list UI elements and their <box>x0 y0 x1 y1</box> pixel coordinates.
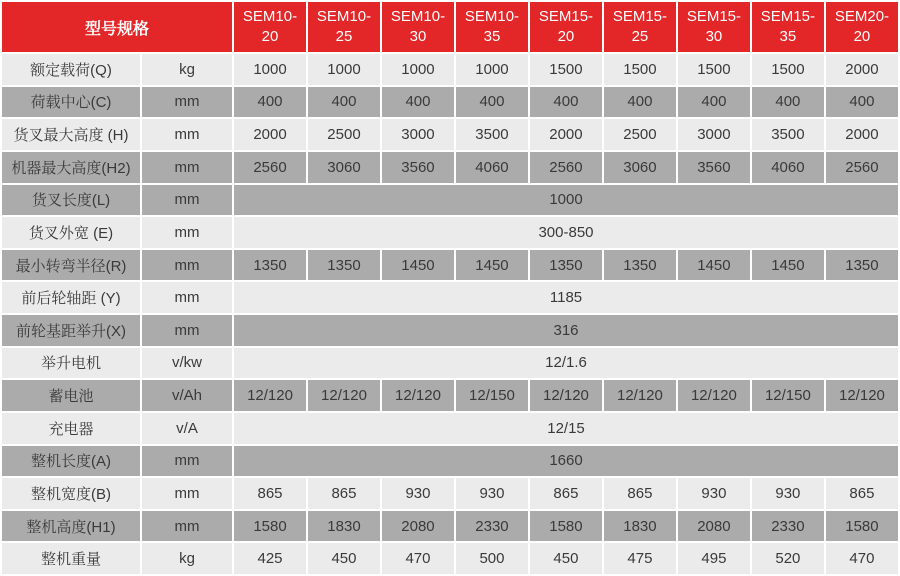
table-row <box>1 281 899 314</box>
merged-value-cell: 1000 <box>233 184 899 217</box>
value-cell: 2080 <box>381 510 455 543</box>
value-cell: 2000 <box>825 53 899 86</box>
unit-cell: v/A <box>141 412 233 445</box>
table-row <box>1 53 899 86</box>
row-label-cell: 整机宽度(B) <box>1 477 141 510</box>
value-cell: 470 <box>825 542 899 575</box>
row-label-cell: 荷载中心(C) <box>1 86 141 119</box>
merged-value-cell: 316 <box>233 314 899 347</box>
value-cell: 1830 <box>307 510 381 543</box>
value-cell: 400 <box>825 86 899 119</box>
value-cell: 1450 <box>751 249 825 282</box>
value-cell: 470 <box>381 542 455 575</box>
row-label-cell: 机器最大高度(H2) <box>1 151 141 184</box>
model-header-cell: SEM10-20 <box>233 1 307 53</box>
value-cell: 1500 <box>677 53 751 86</box>
merged-value-cell: 300-850 <box>233 216 899 249</box>
header-row <box>1 1 899 53</box>
value-cell: 1580 <box>233 510 307 543</box>
value-cell: 2560 <box>233 151 307 184</box>
value-cell: 1350 <box>233 249 307 282</box>
table-row <box>1 118 899 151</box>
model-header-cell: SEM10-35 <box>455 1 529 53</box>
value-cell: 865 <box>233 477 307 510</box>
value-cell: 3500 <box>751 118 825 151</box>
table-row <box>1 151 899 184</box>
value-cell: 1000 <box>233 53 307 86</box>
row-label-cell: 前轮基距举升(X) <box>1 314 141 347</box>
value-cell: 865 <box>529 477 603 510</box>
row-label-cell: 整机长度(A) <box>1 445 141 478</box>
unit-cell: mm <box>141 151 233 184</box>
value-cell: 930 <box>381 477 455 510</box>
spec-table-head <box>1 1 899 53</box>
table-row <box>1 86 899 119</box>
unit-cell: mm <box>141 249 233 282</box>
value-cell: 2500 <box>603 118 677 151</box>
merged-value-cell: 1185 <box>233 281 899 314</box>
value-cell: 865 <box>825 477 899 510</box>
value-cell: 12/120 <box>603 379 677 412</box>
value-cell: 3560 <box>677 151 751 184</box>
value-cell: 12/120 <box>825 379 899 412</box>
unit-cell: mm <box>141 118 233 151</box>
unit-cell: mm <box>141 86 233 119</box>
value-cell: 500 <box>455 542 529 575</box>
value-cell: 2330 <box>751 510 825 543</box>
value-cell: 1500 <box>751 53 825 86</box>
row-label-cell: 蓄电池 <box>1 379 141 412</box>
table-row <box>1 347 899 380</box>
value-cell: 1000 <box>381 53 455 86</box>
value-cell: 1450 <box>455 249 529 282</box>
table-row <box>1 477 899 510</box>
value-cell: 12/150 <box>455 379 529 412</box>
value-cell: 1000 <box>455 53 529 86</box>
unit-cell: kg <box>141 542 233 575</box>
value-cell: 12/120 <box>233 379 307 412</box>
value-cell: 400 <box>455 86 529 119</box>
model-header-cell: SEM10-30 <box>381 1 455 53</box>
value-cell: 2560 <box>825 151 899 184</box>
unit-cell: mm <box>141 216 233 249</box>
value-cell: 450 <box>307 542 381 575</box>
row-label-cell: 举升电机 <box>1 347 141 380</box>
value-cell: 1350 <box>529 249 603 282</box>
value-cell: 400 <box>603 86 677 119</box>
table-row <box>1 216 899 249</box>
value-cell: 930 <box>677 477 751 510</box>
value-cell: 400 <box>233 86 307 119</box>
model-header-cell: SEM10-25 <box>307 1 381 53</box>
value-cell: 1000 <box>307 53 381 86</box>
table-row <box>1 542 899 575</box>
model-header-cell: SEM20-20 <box>825 1 899 53</box>
unit-cell: mm <box>141 314 233 347</box>
value-cell: 400 <box>677 86 751 119</box>
value-cell: 400 <box>381 86 455 119</box>
value-cell: 495 <box>677 542 751 575</box>
value-cell: 2000 <box>233 118 307 151</box>
row-label-cell: 整机高度(H1) <box>1 510 141 543</box>
value-cell: 12/120 <box>381 379 455 412</box>
row-label-cell: 货叉外宽 (E) <box>1 216 141 249</box>
value-cell: 3000 <box>677 118 751 151</box>
value-cell: 400 <box>751 86 825 119</box>
value-cell: 865 <box>603 477 677 510</box>
value-cell: 4060 <box>751 151 825 184</box>
unit-cell: v/kw <box>141 347 233 380</box>
value-cell: 3060 <box>307 151 381 184</box>
value-cell: 12/120 <box>677 379 751 412</box>
value-cell: 425 <box>233 542 307 575</box>
unit-cell: kg <box>141 53 233 86</box>
spec-table-body <box>1 53 899 575</box>
unit-cell: mm <box>141 445 233 478</box>
value-cell: 3500 <box>455 118 529 151</box>
merged-value-cell: 12/1.6 <box>233 347 899 380</box>
value-cell: 2000 <box>529 118 603 151</box>
row-label-cell: 货叉长度(L) <box>1 184 141 217</box>
table-row <box>1 412 899 445</box>
value-cell: 450 <box>529 542 603 575</box>
value-cell: 1450 <box>677 249 751 282</box>
unit-cell: mm <box>141 184 233 217</box>
unit-cell: v/Ah <box>141 379 233 412</box>
value-cell: 4060 <box>455 151 529 184</box>
value-cell: 2560 <box>529 151 603 184</box>
row-label-cell: 充电器 <box>1 412 141 445</box>
model-header-cell: SEM15-35 <box>751 1 825 53</box>
value-cell: 520 <box>751 542 825 575</box>
model-header-cell: SEM15-25 <box>603 1 677 53</box>
value-cell: 1500 <box>603 53 677 86</box>
value-cell: 1350 <box>307 249 381 282</box>
value-cell: 865 <box>307 477 381 510</box>
row-label-cell: 前后轮轴距 (Y) <box>1 281 141 314</box>
value-cell: 475 <box>603 542 677 575</box>
value-cell: 12/150 <box>751 379 825 412</box>
value-cell: 400 <box>529 86 603 119</box>
merged-value-cell: 12/15 <box>233 412 899 445</box>
row-label-cell: 货叉最大高度 (H) <box>1 118 141 151</box>
value-cell: 3060 <box>603 151 677 184</box>
value-cell: 1350 <box>603 249 677 282</box>
value-cell: 1830 <box>603 510 677 543</box>
value-cell: 1450 <box>381 249 455 282</box>
value-cell: 1500 <box>529 53 603 86</box>
value-cell: 2500 <box>307 118 381 151</box>
value-cell: 930 <box>455 477 529 510</box>
table-row <box>1 184 899 217</box>
merged-value-cell: 1660 <box>233 445 899 478</box>
value-cell: 3000 <box>381 118 455 151</box>
value-cell: 1580 <box>825 510 899 543</box>
value-cell: 3560 <box>381 151 455 184</box>
value-cell: 2000 <box>825 118 899 151</box>
value-cell: 930 <box>751 477 825 510</box>
value-cell: 2330 <box>455 510 529 543</box>
table-row <box>1 379 899 412</box>
value-cell: 1350 <box>825 249 899 282</box>
value-cell: 2080 <box>677 510 751 543</box>
row-label-cell: 最小转弯半径(R) <box>1 249 141 282</box>
value-cell: 1580 <box>529 510 603 543</box>
unit-cell: mm <box>141 510 233 543</box>
spec-header-cell: 型号规格 <box>1 1 233 53</box>
table-row <box>1 314 899 347</box>
table-row <box>1 510 899 543</box>
table-row <box>1 249 899 282</box>
model-header-cell: SEM15-30 <box>677 1 751 53</box>
unit-cell: mm <box>141 477 233 510</box>
value-cell: 12/120 <box>529 379 603 412</box>
unit-cell: mm <box>141 281 233 314</box>
value-cell: 12/120 <box>307 379 381 412</box>
row-label-cell: 额定载荷(Q) <box>1 53 141 86</box>
row-label-cell: 整机重量 <box>1 542 141 575</box>
model-header-cell: SEM15-20 <box>529 1 603 53</box>
value-cell: 400 <box>307 86 381 119</box>
table-row <box>1 445 899 478</box>
